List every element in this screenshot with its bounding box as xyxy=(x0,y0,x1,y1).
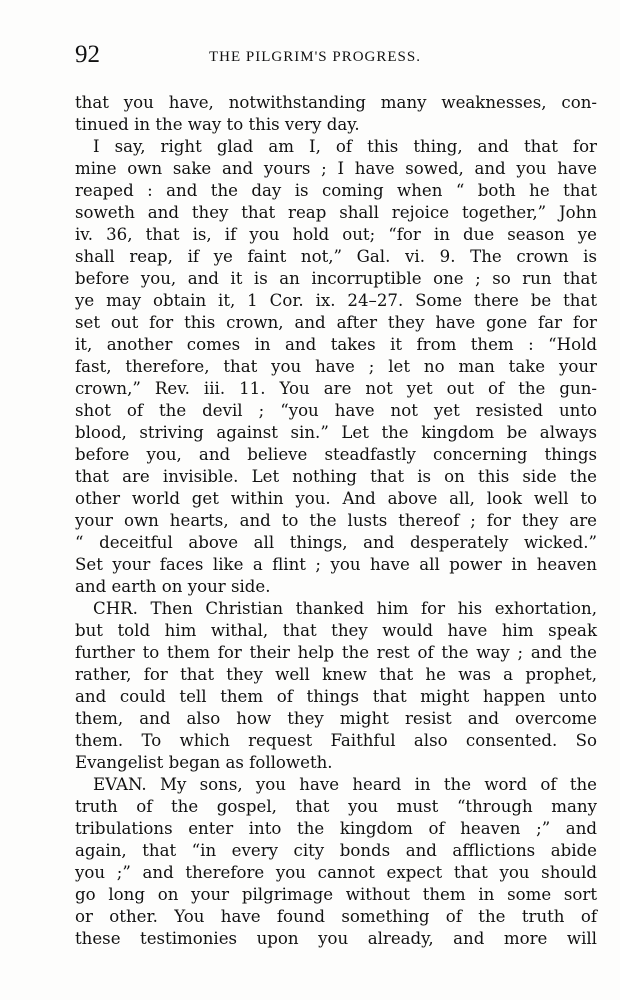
text-line: again, that “in every city bonds and afflictions abide xyxy=(75,841,597,860)
text-line: blood, striving against sin.” Let the kingdom be always xyxy=(75,423,597,442)
text-line: before you, and it is an incorruptible one ; so run that xyxy=(75,269,597,288)
text-line: iv. 36, that is, if you hold out; “for in due season ye xyxy=(75,225,597,244)
text-line: go long on your pilgrimage without them in some sort xyxy=(75,885,597,904)
text-line: before you, and believe steadfastly concerning things xyxy=(75,445,597,464)
text-line: fast, therefore, that you have ; let no man take your xyxy=(75,357,597,376)
text-line: reaped : and the day is coming when “ both he that xyxy=(75,181,597,200)
text-line: mine own sake and yours ; I have sowed, and you have xyxy=(75,159,597,178)
text-line: other world get within you. And above all, look well to xyxy=(75,489,597,508)
text-line: I say, right glad am I, of this thing, and that for xyxy=(93,137,597,156)
text-line: and earth on your side. xyxy=(75,577,271,596)
body-text xyxy=(75,92,597,950)
text-line: these testimonies upon you already, and more will xyxy=(75,929,597,948)
text-line: CHR. Then Christian thanked him for his exhortation, xyxy=(93,599,597,618)
text-line: but told him withal, that they would have him speak xyxy=(75,621,597,640)
text-line: “ deceitful above all things, and desperately wicked.” xyxy=(75,533,597,552)
text-line: rather, for that they well knew that he was a prophet, xyxy=(75,665,597,684)
page-header xyxy=(75,40,597,74)
text-line: set out for this crown, and after they have gone far for xyxy=(75,313,597,332)
text-line: them, and also how they might resist and overcome xyxy=(75,709,597,728)
text-line: it, another comes in and takes it from them : “Hold xyxy=(75,335,597,354)
text-line: truth of the gospel, that you must “through many xyxy=(75,797,597,816)
text-line: EVAN. My sons, you have heard in the word of the xyxy=(93,775,597,794)
running-head: THE PILGRIM'S PROGRESS. xyxy=(209,49,421,65)
text-line: that you have, notwithstanding many weaknesses, con- xyxy=(75,93,597,112)
text-line: Set your faces like a flint ; you have all power in heaven xyxy=(75,555,597,574)
text-line: that are invisible. Let nothing that is on this side the xyxy=(75,467,597,486)
text-line: and could tell them of things that might happen unto xyxy=(75,687,597,706)
text-line: further to them for their help the rest of the way ; and the xyxy=(75,643,597,662)
page-number: 92 xyxy=(75,41,100,68)
text-line: shall reap, if ye faint not,” Gal. vi. 9. The crown is xyxy=(75,247,597,266)
text-line: them. To which request Faithful also consented. So xyxy=(75,731,597,750)
text-line: tinued in the way to this very day. xyxy=(75,115,360,134)
text-line: your own hearts, and to the lusts thereof ; for they are xyxy=(75,511,597,530)
text-line: you ;” and therefore you cannot expect that you should xyxy=(75,863,597,882)
text-line: ye may obtain it, 1 Cor. ix. 24–27. Some there be that xyxy=(75,291,597,310)
text-line: Evangelist began as followeth. xyxy=(75,753,333,772)
text-line: or other. You have found something of the truth of xyxy=(75,907,597,926)
text-line: soweth and they that reap shall rejoice together,” John xyxy=(75,203,597,222)
text-line: tribulations enter into the kingdom of heaven ;” and xyxy=(75,819,597,838)
text-line: shot of the devil ; “you have not yet resisted unto xyxy=(75,401,597,420)
text-line: crown,” Rev. iii. 11. You are not yet out of the gun- xyxy=(75,379,597,398)
